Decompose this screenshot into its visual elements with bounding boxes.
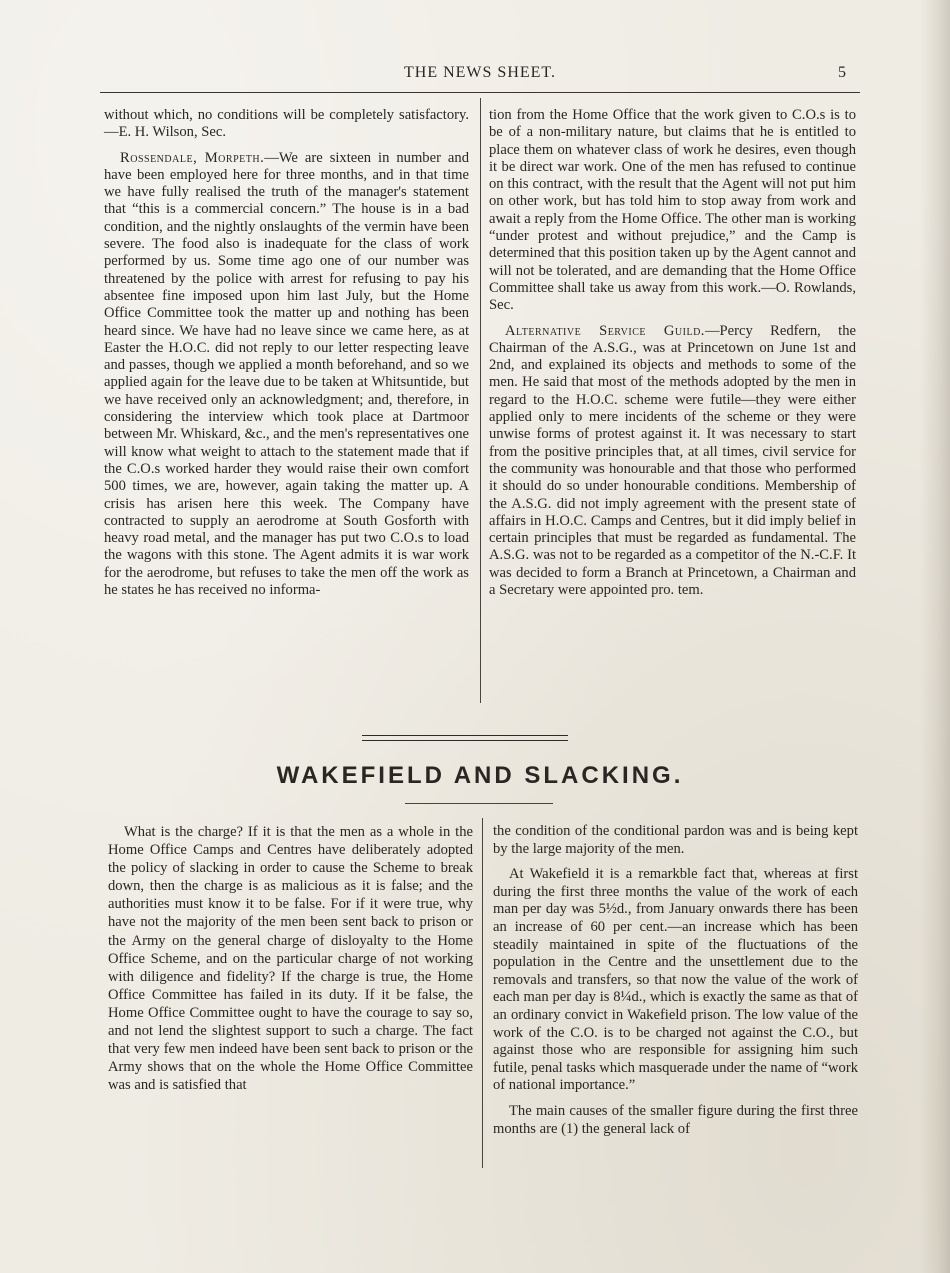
page-fold-shadow — [920, 0, 950, 1273]
paragraph — [489, 323, 856, 600]
top-right-column — [489, 107, 856, 607]
running-header — [100, 62, 860, 86]
top-left-column — [104, 107, 469, 607]
paragraph — [104, 150, 469, 600]
column-divider — [480, 98, 481, 703]
report-heading: Alternative Service Guild. — [505, 322, 705, 339]
section-title: WAKEFIELD AND SLACKING. — [276, 762, 684, 789]
publication-title: THE NEWS SHEET. — [403, 64, 556, 81]
bottom-right-column — [493, 823, 858, 1146]
paragraph: At Wakefield it is a remarkble fact that, whereas at first during the first three months the value of the work of each man per day was 5½d., from January onwards there has been an increase of 60 per cent.—an increase which has been steadily maintained in spite of the fluctuations of the population in the Centre and the unsettlement due to the removals and transfers, so that now the value of the work of each man per day is 8¼d., which is exactly the same as that of an ordinary convict in Wakefield prison. The low value of the work of the C.O. is to be charged not against the C.O., but against those who are responsible for assigning him such futile, penal tasks which masquerade under the name of “work of national importance.” — [493, 866, 858, 1094]
bottom-left-column — [108, 823, 473, 1102]
paragraph: What is the charge? If it is that the men as a whole in the Home Office Camps and Centres have deliberately adopted the policy of slacking in order to cause the Scheme to break down, then the charge is as malicious as it is false; and the authorities must know it to be false. For if it were true, why have not the majority of the men been sent back to prison or the Army on the general charge of disloyalty to the Home Office Scheme, and on the particular charge of not working with diligence and fidelity? If the charge is true, the Home Office Committee has failed in its duty. If it be false, the Home Office Committee ought to have the courage to say so, and not lend the slightest support to such a charge. The fact that very few men indeed have been sent back to prison or the Army shows that on the whole the Home Office Committee was and is satisfied that — [108, 824, 473, 1094]
header-rule — [100, 92, 860, 93]
paragraph: tion from the Home Office that the work given to C.O.s is to be of a non-military nature, but claims that he is entitled to place them on whatever class of work he desires, even though it be direct war work. One of the men has refused to continue on this contract, with the result that the Agent will not put him on other work, but has told him to stop away from work and await a reply from the Home Office. The other man is working “under protest and without prejudice,” and the Camp is determined that this position taken up by the Agent cannot and will not be tolerated, and are demanding that the Home Office Committee shall take us away from this work.—O. Rowlands, Sec. — [489, 107, 856, 314]
section-separator — [362, 735, 568, 741]
report-body: —We are sixteen in number and have been employed here for three months, and in that time we have fully realised the truth of the manager's statement that “this is a commercial concern.” The house is in a bad condition, and the nightly onslaughts of the vermin have been severe. The food also is inadequate for the class of work performed by us. Some time ago one of our number was threatened by the police with arrest for refusing to pay his absentee fine imposed upon him last July, but the Home Office Committee took the matter up and nothing has been heard since. We have had no leave since we came here, as at Easter the H.O.C. did not reply to our letter respecting leave and passes, though we applied a month beforehand, and so we applied again for the leave due to be taken at Whitsuntide, but we have received only an acknowledgment; and, therefore, in considering the interview which took place at Dartmoor between Mr. Whiskard, &c., and the men's representatives one will know what weight to attach to the statement made that if the C.O.s worked harder they would raise their own comfort 500 times, we are, however, again taking the matter up. A crisis has arisen here this week. The Company have contracted to supply an aerodrome at South Gosforth with heavy road metal, and the manager has put two C.O.s to load the wagons with this stone. The Agent admits it is war work for the aerodrome, but refuses to take the men off the work as he states he has received no informa- — [104, 149, 469, 599]
column-divider — [482, 818, 483, 1168]
section-title-rule — [405, 803, 553, 804]
report-heading: Rossendale, Morpeth. — [120, 149, 265, 166]
page-number: 5 — [838, 64, 846, 81]
report-body: —Percy Redfern, the Chairman of the A.S.G., was at Princetown on June 1st and 2nd, and explained its objects and methods to some of the men. He said that most of the methods adopted by the men in regard to the H.O.C. scheme were futile—they were either applied only to mere incidents of the scheme or they were unwise forms of protest against it. It was necessary to start from the positive principles that, at all times, civil service for the community was honourable and that those who performed it should do so under honourable conditions. Membership of the A.S.G. did not imply agreement with the present state of affairs in H.O.C. Camps and Centres, but it did imply belief in certain principles that must be regarded as fundamental. The A.S.G. was not to be regarded as a competitor of the N.-C.F. It was decided to form a Branch at Princetown, a Chairman and a Secretary were appointed pro. tem. — [489, 322, 856, 599]
paragraph: The main causes of the smaller figure during the first three months are (1) the general lack of — [493, 1102, 858, 1137]
paragraph: without which, no conditions will be completely satisfactory.—E. H. Wilson, Sec. — [104, 107, 469, 141]
paragraph: the condition of the conditional pardon was and is being kept by the large majority of the men. — [493, 823, 858, 857]
